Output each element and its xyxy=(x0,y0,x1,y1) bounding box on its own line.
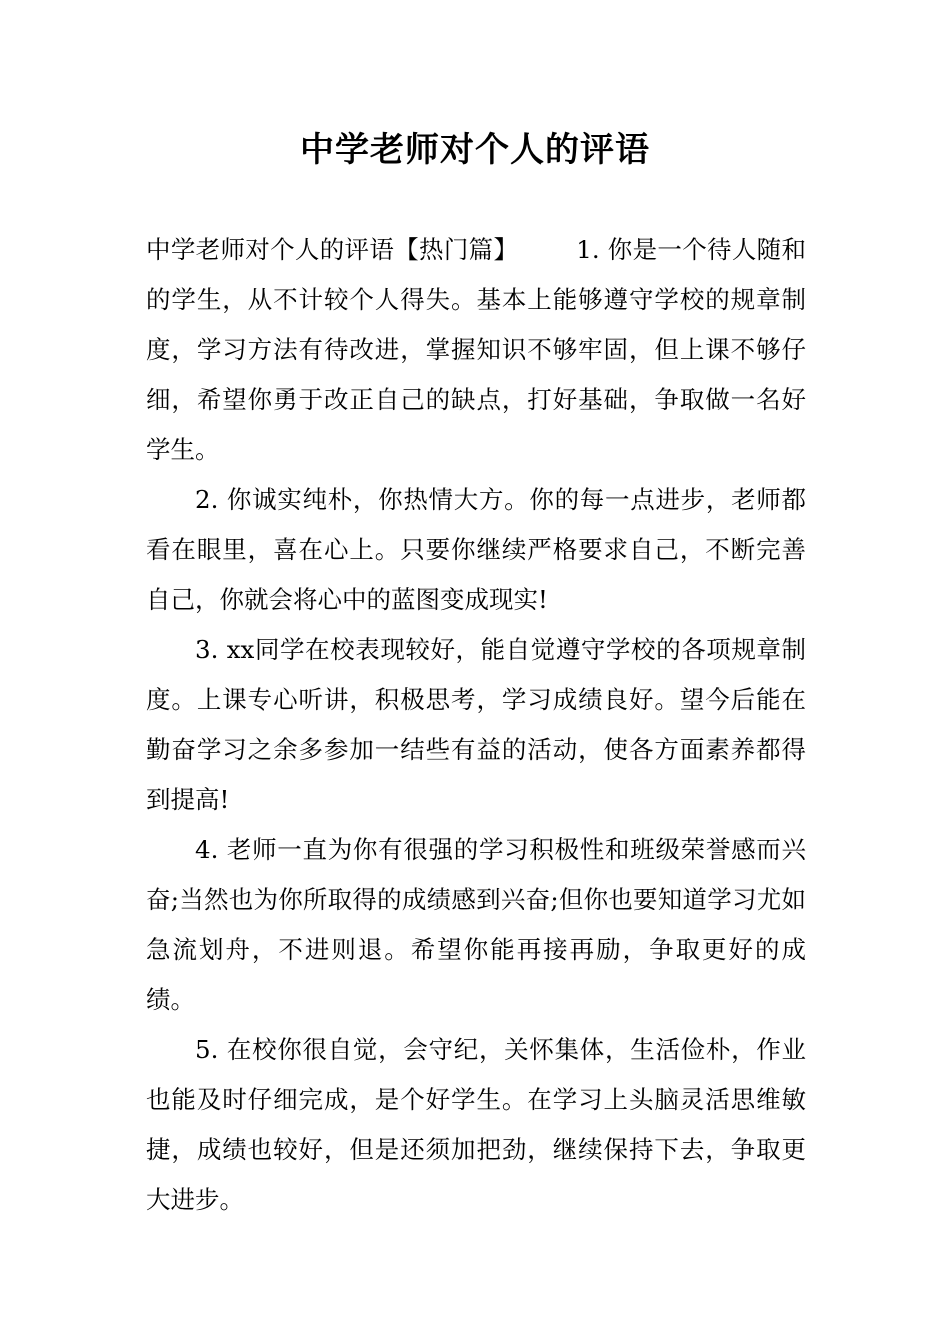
intro-heading: 中学老师对个人的评语【热门篇】 xyxy=(146,235,519,264)
document-body xyxy=(146,225,806,1225)
paragraph-1-text: 1. 你是一个待人随和的学生，从不计较个人得失。基本上能够遵守学校的规章制度，学习方法有待改进，掌握知识不够牢固，但上课不够仔细，希望你勇于改正自己的缺点，打好基础，争取做一名好学生。 xyxy=(146,235,806,464)
paragraph-2: 2. 你诚实纯朴，你热情大方。你的每一点进步，老师都看在眼里，喜在心上。只要你继续严格要求自己，不断完善自己，你就会将心中的蓝图变成现实! xyxy=(146,485,806,614)
paragraph-4: 4. 老师一直为你有很强的学习积极性和班级荣誉感而兴奋;当然也为你所取得的成绩感到兴奋;但你也要知道学习尤如急流划舟，不进则退。希望你能再接再励，争取更好的成绩。 xyxy=(146,835,806,1014)
page-title: 中学老师对个人的评语 xyxy=(300,130,650,170)
paragraph-3: 3. xx同学在校表现较好，能自觉遵守学校的各项规章制度。上课专心听讲，积极思考，学习成绩良好。望今后能在勤奋学习之余多参加一结些有益的活动，使各方面素养都得到提高! xyxy=(146,635,806,814)
paragraph-5: 5. 在校你很自觉，会守纪，关怀集体，生活俭朴，作业也能及时仔细完成，是个好学生。在学习上头脑灵活思维敏捷，成绩也较好，但是还须加把劲，继续保持下去，争取更大进步。 xyxy=(146,1035,806,1214)
paragraph-1 xyxy=(146,225,806,475)
